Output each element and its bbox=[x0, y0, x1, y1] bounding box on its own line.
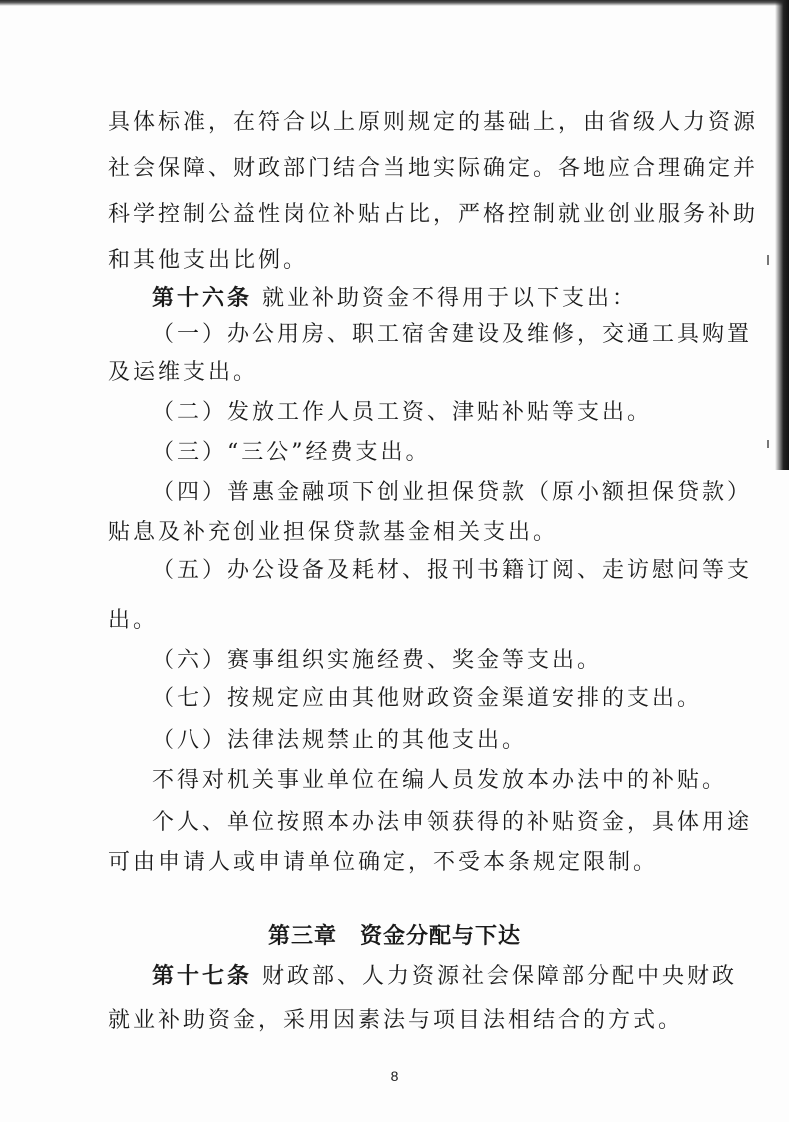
list-item-4-cont: 贴息及补充创业担保贷款基金相关支出。 bbox=[108, 520, 559, 545]
list-item-3: （三）“三公”经费支出。 bbox=[152, 440, 431, 465]
scan-artifact bbox=[767, 255, 769, 265]
paragraph-line: 科学控制公益性岗位补贴占比，严格控制就业创业服务补助 bbox=[108, 202, 759, 227]
list-item-1: （一）办公用房、职工宿舍建设及维修，交通工具购置 bbox=[152, 322, 753, 347]
list-item-5-cont: 出。 bbox=[108, 608, 159, 633]
scan-shadow-right bbox=[775, 0, 789, 470]
article-16-line bbox=[152, 284, 637, 314]
article-17-heading: 第十七条 bbox=[152, 964, 253, 989]
scan-shadow-top bbox=[0, 0, 789, 6]
list-item-7: （七）按规定应由其他财政资金渠道安排的支出。 bbox=[152, 686, 703, 711]
note-1: 不得对机关事业单位在编人员发放本办法中的补贴。 bbox=[152, 768, 728, 793]
list-item-6: （六）赛事组织实施经费、奖金等支出。 bbox=[152, 648, 603, 673]
article-16-intro: 就业补助资金不得用于以下支出： bbox=[262, 286, 638, 311]
chapter-title: 第三章 资金分配与下达 bbox=[267, 924, 521, 949]
list-item-8: （八）法律法规禁止的其他支出。 bbox=[152, 728, 528, 753]
page-number: 8 bbox=[390, 1068, 399, 1084]
article-17-cont: 就业补助资金，采用因素法与项目法相结合的方式。 bbox=[108, 1008, 684, 1033]
article-16-heading: 第十六条 bbox=[152, 286, 253, 311]
list-item-1-cont: 及运维支出。 bbox=[108, 360, 259, 385]
paragraph-line: 和其他支出比例。 bbox=[108, 248, 309, 273]
article-17-line bbox=[152, 962, 737, 992]
list-item-5: （五）办公设备及耗材、报刊书籍订阅、走访慰问等支 bbox=[152, 558, 753, 583]
note-2-cont: 可由申请人或申请单位确定，不受本条规定限制。 bbox=[108, 850, 659, 875]
paragraph-line: 社会保障、财政部门结合当地实际确定。各地应合理确定并 bbox=[108, 156, 759, 181]
article-17-text: 财政部、人力资源社会保障部分配中央财政 bbox=[262, 964, 738, 989]
list-item-2: （二）发放工作人员工资、津贴补贴等支出。 bbox=[152, 400, 653, 425]
note-2: 个人、单位按照本办法申领获得的补贴资金，具体用途 bbox=[152, 810, 753, 835]
list-item-4: （四）普惠金融项下创业担保贷款（原小额担保贷款） bbox=[152, 480, 753, 505]
scan-artifact bbox=[767, 440, 769, 448]
paragraph-line: 具体标准，在符合以上原则规定的基础上，由省级人力资源 bbox=[108, 110, 759, 135]
